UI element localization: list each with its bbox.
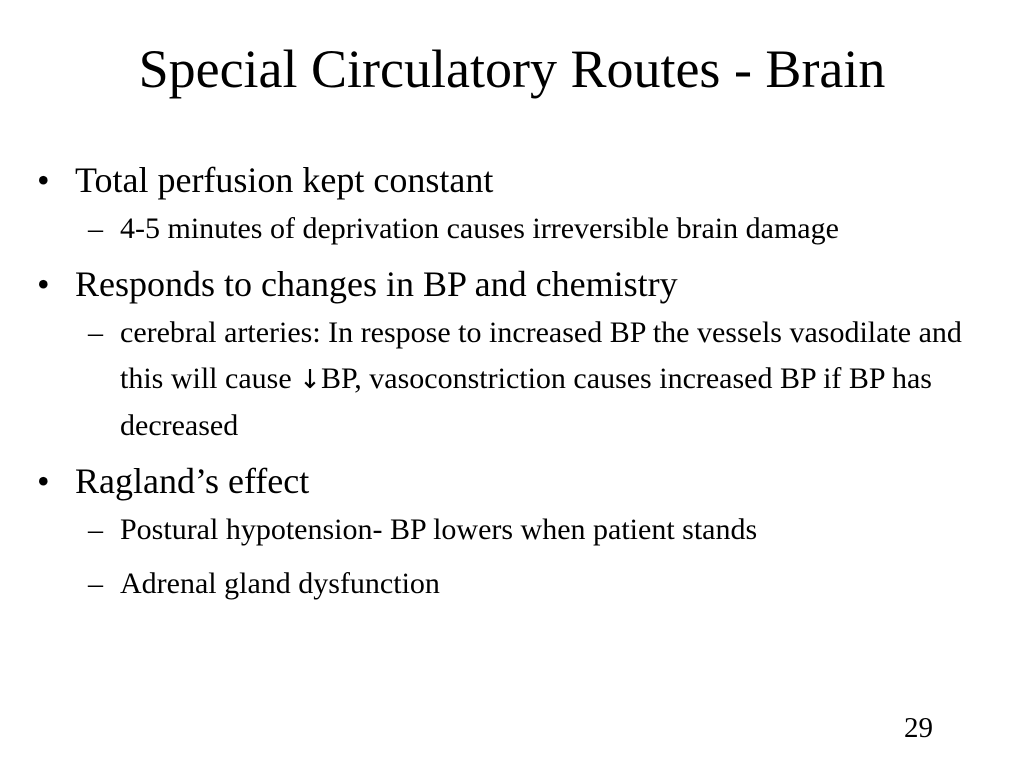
bullet-item <box>37 459 1012 607</box>
dash-icon: – <box>88 212 103 245</box>
sub-bullet-list <box>75 206 1012 252</box>
slide-title: Special Circulatory Routes - Brain <box>138 39 886 99</box>
sub-bullet-text: Adrenal gland dysfunction <box>120 567 440 600</box>
bullet-item <box>37 262 1012 449</box>
sub-bullet-text: 4-5 minutes of deprivation causes irreversible brain damage <box>120 212 839 245</box>
sub-bullet-list <box>75 310 1012 449</box>
bullet-icon: • <box>37 160 50 200</box>
sub-bullet-text: Postural hypotension- BP lowers when patient stands <box>120 513 758 546</box>
page-number: 29 <box>904 712 933 744</box>
bullet-item <box>37 158 1012 252</box>
bullet-icon: • <box>37 461 50 501</box>
sub-bullet-item <box>75 507 1012 553</box>
sub-bullet-text-after: BP, vasoconstriction causes increased BP if BP has decreased <box>120 362 932 442</box>
sub-bullet-list <box>75 507 1012 607</box>
sub-bullet-item <box>75 561 1012 607</box>
sub-bullet-text-before: cerebral arteries: In respose to increased BP the vessels vasodilate and this will cause <box>120 316 962 395</box>
bullet-text: Responds to changes in BP and chemistry <box>75 264 678 304</box>
bullet-icon: • <box>37 264 50 304</box>
dash-icon: – <box>88 513 103 546</box>
dash-icon: – <box>88 567 103 600</box>
bullet-text: Ragland’s effect <box>75 461 310 501</box>
bullet-text: Total perfusion kept constant <box>75 160 494 200</box>
dash-icon: – <box>88 316 103 349</box>
sub-bullet-item <box>75 310 1012 449</box>
bullet-list <box>37 158 1012 617</box>
down-arrow-icon: ↓ <box>299 365 321 395</box>
sub-bullet-item <box>75 206 1012 252</box>
